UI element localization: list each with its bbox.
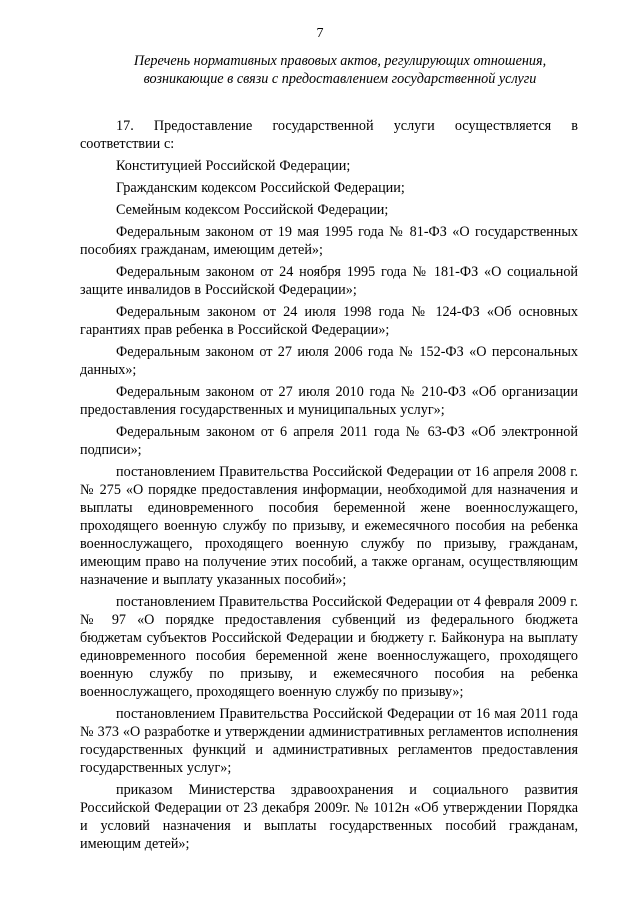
paragraph-law-81fz: Федеральным законом от 19 мая 1995 года № 81-ФЗ «О государственных пособиях гражданам, имеющим детей»;	[80, 224, 578, 258]
page-number: 7	[316, 26, 324, 41]
paragraph-law-124fz: Федеральным законом от 24 июля 1998 года № 124-ФЗ «Об основных гарантиях прав ребенка в Российской Федерации»;	[80, 304, 578, 338]
paragraph-law-181fz: Федеральным законом от 24 ноября 1995 года № 181-ФЗ «О социальной защите инвалидов в Российской Федерации»;	[80, 264, 578, 298]
paragraph-law-210fz: Федеральным законом от 27 июля 2010 года № 210-ФЗ «Об организации предоставления государственных и муниципальных услуг»;	[80, 384, 578, 418]
section-heading	[100, 52, 580, 88]
document-body	[80, 117, 578, 857]
paragraph-order-1012n: приказом Министерства здравоохранения и социального развития Российской Федерации от 23 декабря 2009г. № 1012н «Об утверждении Порядка и условий назначения и выплаты государственных пособий гражданам, имеющим детей»;	[80, 782, 578, 852]
paragraph-civil-code: Гражданским кодексом Российской Федерации;	[116, 180, 405, 196]
paragraph-intro: 17. Предоставление государственной услуги осуществляется в соответствии с:	[80, 118, 578, 152]
paragraph-law-63fz: Федеральным законом от 6 апреля 2011 года № 63-ФЗ «Об электронной подписи»;	[80, 424, 578, 458]
heading-line-1: Перечень нормативных правовых актов, регулирующих отношения,	[133, 53, 547, 69]
paragraph-decree-275: постановлением Правительства Российской Федерации от 16 апреля 2008 г. № 275 «О порядке предоставления информации, необходимой для назначения и выплаты единовременного пособия беременной жене военнослужащего, проходящего военную службу по призыву, и ежемесячного пособия на ребенка военнослужащего, проходящего военную службу по призыву, гражданам, имеющим право на получение этих пособий, а также органам, осуществляющим назначение и выплату указанных пособий»;	[80, 464, 578, 588]
paragraph-decree-373: постановлением Правительства Российской Федерации от 16 мая 2011 года № 373 «О разработке и утверждении административных регламентов исполнения государственных функций и административных регламентов предоставления государственных услуг»;	[80, 706, 578, 776]
heading-line-2: возникающие в связи с предоставлением государственной услуги	[143, 71, 537, 87]
paragraph-decree-97: постановлением Правительства Российской Федерации от 4 февраля 2009 г. № 97 «О порядке предоставления субвенций из федерального бюджета бюджетам субъектов Российской Федерации и бюджету г. Байконура на выплату единовременного пособия беременной жене военнослужащего, проходящего военную службу по призыву, и ежемесячного пособия на ребенка военнослужащего, проходящего военную службу по призыву»;	[80, 594, 578, 700]
paragraph-law-152fz: Федеральным законом от 27 июля 2006 года № 152-ФЗ «О персональных данных»;	[80, 344, 578, 378]
paragraph-constitution: Конституцией Российской Федерации;	[116, 158, 351, 174]
paragraph-family-code: Семейным кодексом Российской Федерации;	[116, 202, 389, 218]
